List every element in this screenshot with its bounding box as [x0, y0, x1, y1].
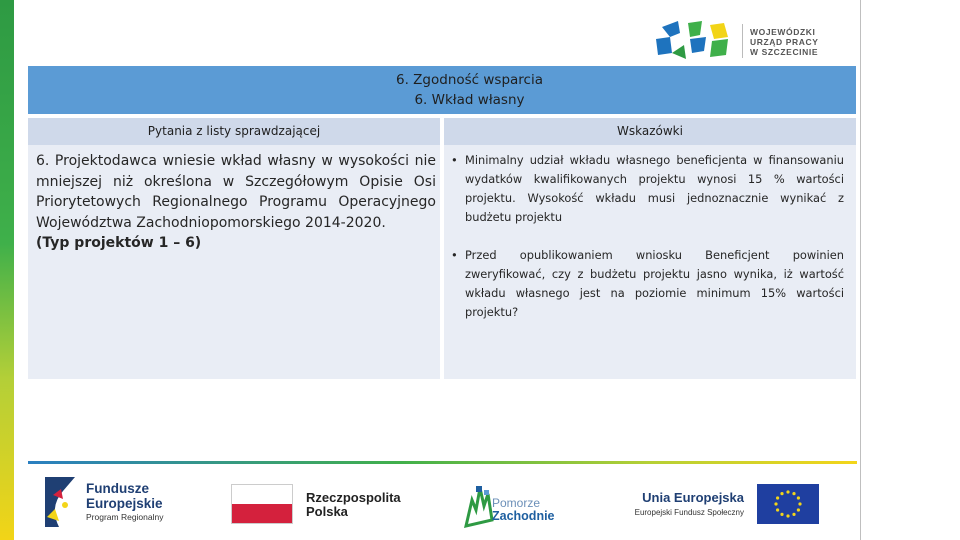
- hint-item: [448, 151, 844, 227]
- header-separator: [742, 24, 743, 58]
- poland-flag-icon: [231, 484, 293, 524]
- left-accent-bar: [0, 0, 14, 540]
- section-title-line-1: 6. Zgodność wsparcia: [396, 72, 543, 88]
- question-cell: [28, 145, 440, 379]
- org-name: [750, 27, 818, 57]
- ue-line-2: Europejski Fundusz Społeczny: [634, 508, 744, 517]
- pz-line-1: Pomorze: [492, 496, 541, 510]
- footer-gradient-line: [28, 461, 857, 464]
- org-name-line-3: W SZCZECINIE: [750, 47, 819, 57]
- unia-europejska-text: [610, 490, 744, 520]
- fundusze-europejskie-text: [86, 481, 163, 523]
- section-title-line-2: 6. Wkład własny: [414, 92, 525, 108]
- question-text: 6. Projektodawca wniesie wkład własny w wysokości nie mniejszej niż określona w Szczegółowym Opisie Osi Priorytetowych Regionalnego Programu Operacyjnego Województwa Zachodniopomorskiego 2014-2020.: [36, 153, 436, 231]
- org-name-line-2: URZĄD PRACY: [750, 37, 819, 47]
- rp-line-2: Polska: [306, 504, 348, 519]
- question-project-type: (Typ projektów 1 – 6): [36, 235, 202, 251]
- fe-line-3: Program Regionalny: [86, 512, 164, 522]
- fe-line-2: Europejskie: [86, 496, 163, 511]
- rp-line-1: Rzeczpospolita: [306, 490, 401, 505]
- section-title-band: [28, 66, 856, 114]
- bullet-icon: •: [451, 248, 458, 262]
- hints-cell: [444, 145, 856, 379]
- column-header-hints: Wskazówki: [444, 118, 856, 145]
- rzeczpospolita-polska-text: [306, 491, 401, 519]
- fundusze-europejskie-logo-icon: [45, 477, 75, 527]
- pomorze-zachodnie-text: [492, 497, 555, 523]
- org-name-line-1: WOJEWÓDZKI: [750, 27, 816, 37]
- column-header-questions: Pytania z listy sprawdzającej: [28, 118, 440, 145]
- bullet-icon: •: [451, 153, 458, 167]
- eu-flag-icon: [757, 484, 819, 524]
- hint-text: Przed opublikowaniem wniosku Beneficjent powinien zweryfikować, czy z budżetu projektu jasno wynika, iż wartość wkładu własnego jest na poziomie minimum 15% wartości projektu?: [465, 248, 844, 319]
- hint-item: [448, 246, 844, 322]
- ue-line-1: Unia Europejska: [642, 490, 744, 505]
- hint-text: Minimalny udział wkładu własnego beneficjenta w finansowaniu wydatków kwalifikowanych projektu wynosi 15 % wartości projektu. Wysokość wkładu musi jednoznacznie wynikać z budżetu projektu: [465, 153, 844, 224]
- right-divider-line: [860, 0, 861, 540]
- fe-line-1: Fundusze: [86, 481, 149, 496]
- pz-line-2: Zachodnie: [492, 509, 555, 523]
